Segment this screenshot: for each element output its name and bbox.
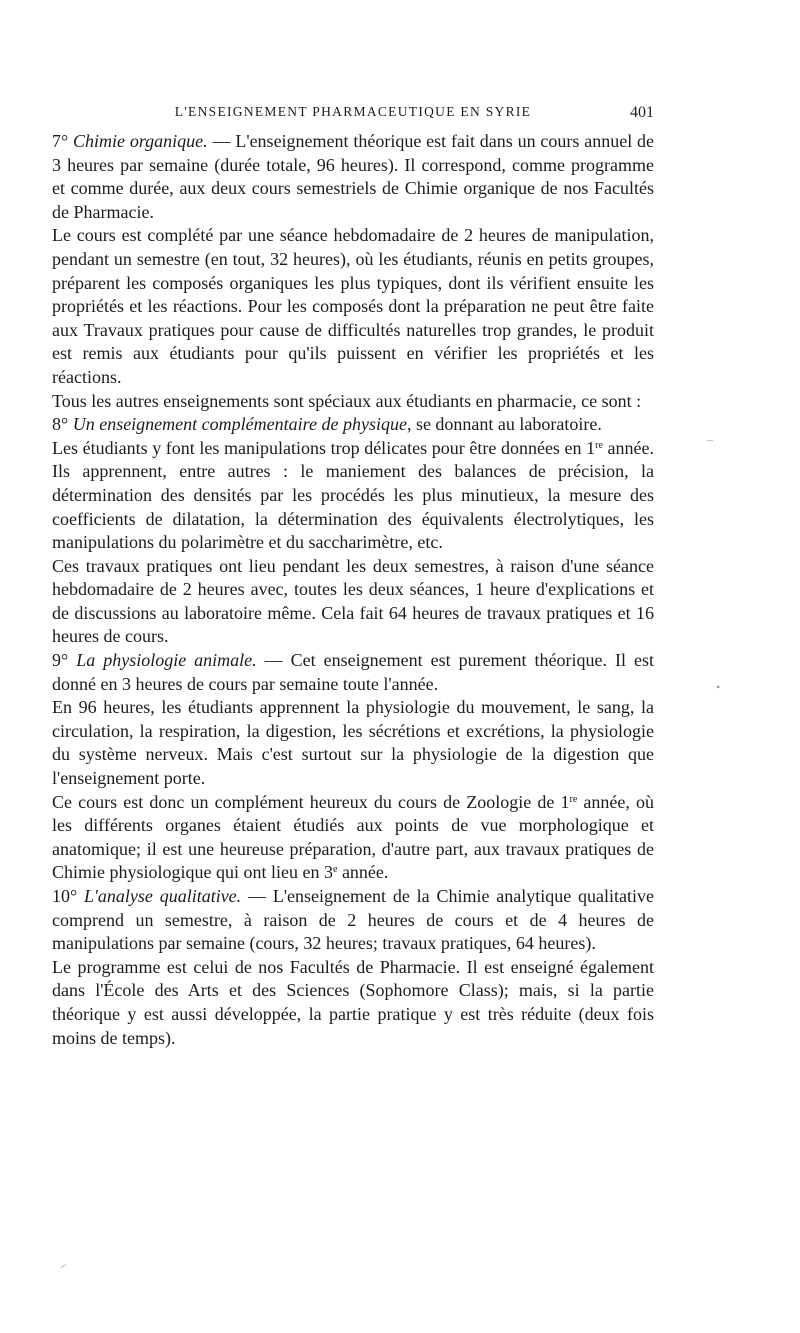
paragraph-text: année, où les différents organes étaient étudiés aux points de vue morphologique et anatomique; il est une heureuse préparation, d'autre part, aux travaux pratiques de Chimie physiologique qui ont lieu en 3 xyxy=(52,791,655,883)
paragraph-analyse-qualitative xyxy=(52,885,654,956)
running-head xyxy=(52,100,654,126)
section-number: 9° xyxy=(52,650,69,671)
paragraph-physiologie-contenu: En 96 heures, les étudiants apprennent la physiologie du mouvement, le sang, la circulation, la respiration, la digestion, les sécrétions et excrétions, la physiologie du système nerveux. Mais c'est surtout sur la physiologie de la digestion que l'enseignement porte. xyxy=(52,697,654,789)
paragraph-manipulations-delicates xyxy=(52,437,654,555)
paragraph-programme: Le programme est celui de nos Facultés de Pharmacie. Il est enseigné également dans l'École des Arts et des Sciences (Sophomore Class); mais, si la partie théorique y est aussi développée, la partie pratique y est très réduite (deux fois moins de temps). xyxy=(52,956,654,1048)
section-number: 10° xyxy=(52,886,78,906)
paragraph-travaux-pratiques: Ces travaux pratiques ont lieu pendant les deux semestres, à raison d'une séance hebdomadaire de 2 heures avec, toutes les deux séances, 1 heure d'explications et de discussions au laboratoire même. Cela fait 64 heures de travaux pratiques et 16 heures de cours. xyxy=(52,555,654,647)
paragraph-text: Ce cours est donc un complément heureux du cours de Zoologie de 1 xyxy=(52,791,570,812)
paragraph-text: année. xyxy=(337,862,389,883)
ordinal-suffix: e xyxy=(332,864,338,876)
paragraph-manipulation: Le cours est complété par une séance hebdomadaire de 2 heures de manipulation, pendant un semestre (en tout, 32 heures), où les étudiants, réunis en petits groupes, préparent les composés organiques les plus typiques, dont ils vérifient ensuite les propriétés et les réactions. Pour les composés dont la préparation ne peut être faite aux Travaux pratiques pour cause de difficultés naturelles trop grandes, le produit est remis aux étudiants pour qu'ils puissent en vérifier les propriétés et les réactions. xyxy=(52,225,654,387)
paragraph-enseignements-speciaux: Tous les autres enseignements sont spéciaux aux étudiants en pharmacie, ce sont : xyxy=(52,390,642,411)
scan-speck: – xyxy=(707,432,713,446)
paragraph-text: année. Ils apprennent, entre autres : le maniement des balances de précision, la détermination des densités par les procédés les plus minutieux, la mesure des coefficients de dilatation, la détermination des équivalents électrolytiques, les manipulations du polarimètre et du saccharimètre, etc. xyxy=(52,437,654,553)
running-title: L'ENSEIGNEMENT PHARMACEUTIQUE EN SYRIE xyxy=(174,104,532,119)
section-title: Un enseignement complémentaire de physique xyxy=(72,414,407,435)
section-title: La physiologie animale. xyxy=(76,650,257,671)
paragraph-text: Les étudiants y font les manipulations trop délicates pour être données en 1 xyxy=(52,437,596,458)
section-number: 7° xyxy=(52,131,69,151)
scan-speck: • xyxy=(716,680,721,694)
page xyxy=(52,100,654,1050)
page-number: 401 xyxy=(630,104,654,121)
ordinal-suffix: re xyxy=(569,793,578,805)
ordinal-suffix: re xyxy=(595,439,603,451)
paragraph-zoologie xyxy=(52,791,654,885)
section-number: 8° xyxy=(52,414,69,435)
section-title: Chimie organique. xyxy=(73,131,208,151)
scan-speck: – xyxy=(56,1257,70,1273)
paragraph-text: — Cet enseignement est purement théorique. Il est donné en 3 heures de cours par semaine toute l'année. xyxy=(52,650,654,694)
section-title: L'analyse qualitative. xyxy=(84,886,242,906)
paragraph-physiologie xyxy=(52,649,654,696)
paragraph-chimie-organique xyxy=(52,130,654,224)
paragraph-text: , se donnant au laboratoire. xyxy=(406,414,602,435)
paragraph-text: — L'enseignement théorique est fait dans un cours annuel de 3 heures par semaine (durée totale, 96 heures). Il correspond, comme programme et comme durée, aux deux cours semestriels de Chimie organique de nos Facultés de Pharmacie. xyxy=(52,131,655,222)
paragraph-physique xyxy=(52,413,654,437)
body-text xyxy=(52,130,654,1050)
paragraph-text: — L'enseignement de la Chimie analytique qualitative comprend un semestre, à raison de 2 heures de cours et de 4 heures de manipulations par semaine (cours, 32 heures; travaux pratiques, 64 heures). xyxy=(52,886,655,954)
